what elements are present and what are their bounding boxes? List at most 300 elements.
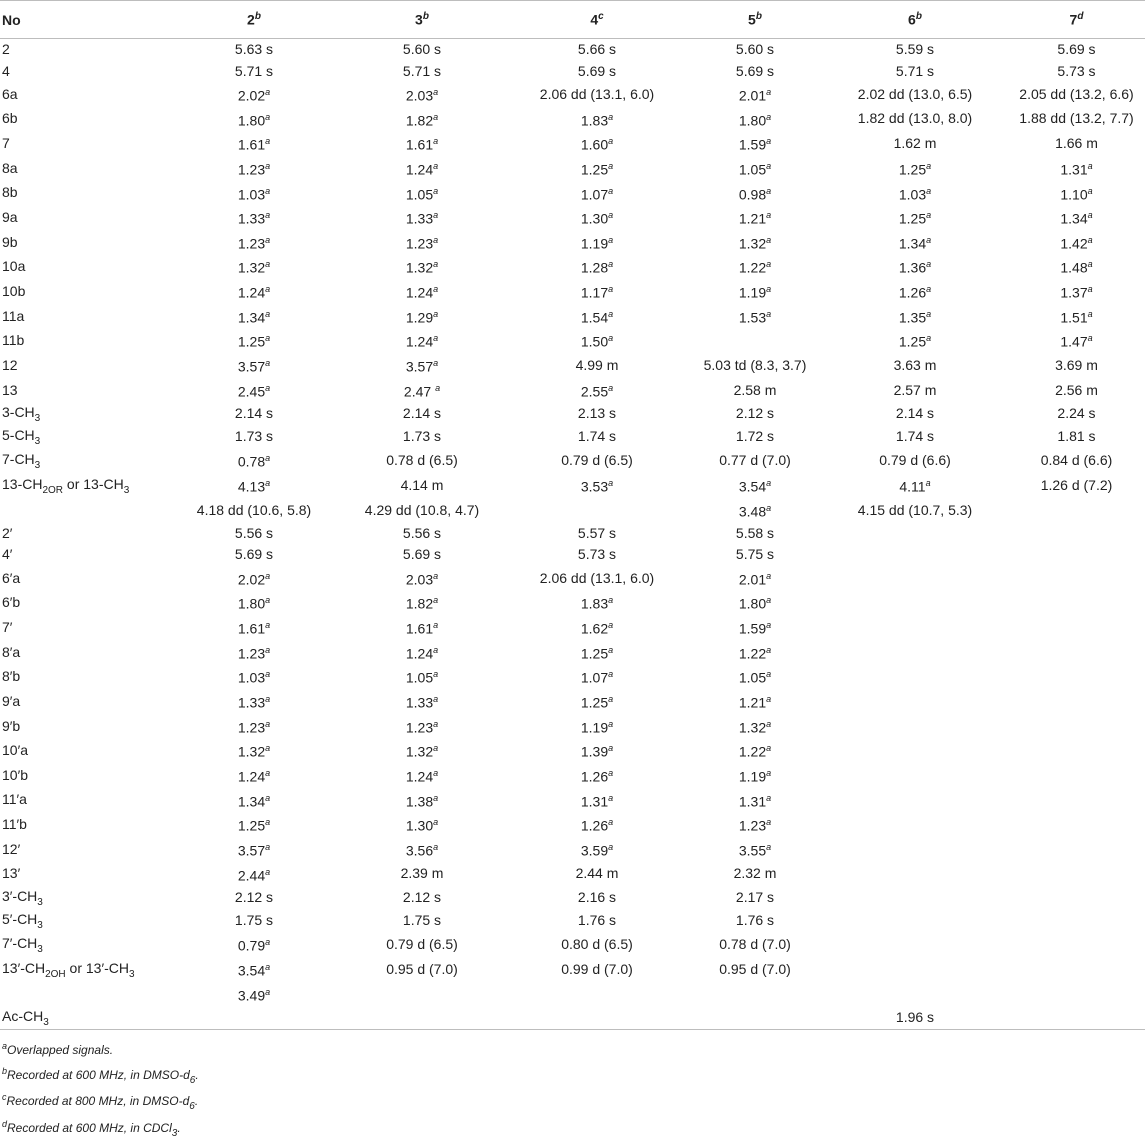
shift-value-cell: 5.73 s: [1057, 62, 1096, 79]
footnote-mark: a: [265, 382, 271, 393]
row-label-cell: 2′: [2, 524, 13, 541]
shift-value-cell: 1.80$^a$: [237, 595, 271, 613]
shift-value-cell: 1.22$^a$: [738, 259, 772, 277]
table-row: [0, 425, 1145, 448]
footnote-mark: a: [608, 694, 614, 705]
footnote-mark: a: [766, 743, 772, 754]
shift-value-cell: 2.55$^a$: [580, 382, 614, 400]
shift-value-cell: 1.24$^a$: [405, 160, 439, 178]
header-label: 5: [748, 11, 756, 28]
footnote-mark: a: [265, 259, 271, 270]
footnote-mark: a: [265, 841, 271, 852]
shift-value-cell: 2.14 s: [402, 405, 442, 422]
table-row: [0, 909, 1145, 932]
shift-value-cell: 1.31$^a$: [738, 792, 772, 810]
shift-value-cell: 5.03 td (8.3, 3.7): [703, 356, 807, 373]
shift-value-cell: 1.51$^a$: [1060, 308, 1093, 326]
shift-value-cell: 1.59$^a$: [738, 620, 772, 637]
footnote-mark: d: [2, 1118, 8, 1129]
shift-value-cell: 2.12 s: [735, 405, 775, 422]
shift-value-cell: 1.39$^a$: [580, 743, 614, 760]
footnote-mark: a: [608, 478, 614, 489]
shift-value-cell: 3.57$^a$: [237, 358, 271, 375]
shift-value-cell: 5.56 s: [402, 524, 442, 541]
shift-value-cell: [1008, 932, 1145, 957]
shift-value-cell: [1008, 544, 1145, 566]
row-label-cell: 12: [2, 356, 18, 373]
row-label-cell: 8′b: [2, 668, 21, 685]
shift-value-cell: [822, 590, 1008, 615]
header-footnote-mark: b: [915, 11, 922, 23]
shift-value-cell: 1.34$^a$: [237, 792, 271, 810]
header-compound-2: [170, 1, 338, 39]
shift-value-cell: 5.71 s: [234, 62, 274, 79]
footnote-mark: a: [926, 333, 932, 344]
shift-value-cell: [822, 738, 1008, 763]
shift-value-cell: [822, 544, 1008, 566]
footnote-mark: a: [265, 937, 271, 948]
header-label: 2: [247, 11, 255, 28]
subscript: 3: [34, 413, 41, 425]
shift-value-cell: [822, 837, 1008, 862]
shift-value-cell: [1008, 886, 1145, 909]
shift-value-cell: 5.69 s: [735, 62, 775, 79]
shift-value-cell: 5.59 s: [895, 41, 935, 58]
shift-value-cell: 5.75 s: [735, 546, 775, 563]
footnote-mark: a: [608, 284, 614, 295]
shift-value-cell: 1.25$^a$: [237, 333, 271, 351]
subscript: 3: [171, 1127, 178, 1139]
row-label-cell: 8b: [2, 184, 18, 201]
shift-value-cell: 1.96 s: [822, 1006, 1008, 1030]
shift-value-cell: 2.45$^a$: [237, 382, 271, 400]
table-row: [0, 181, 1145, 206]
shift-value-cell: 2.06 dd (13.1, 6.0): [539, 85, 655, 102]
footnote-mark: a: [433, 718, 439, 729]
table-row: [0, 230, 1145, 255]
shift-value-cell: 1.05$^a$: [738, 160, 772, 178]
footnote-mark: a: [265, 358, 271, 369]
shift-value-cell: 4.11$^a$: [899, 478, 931, 495]
shift-value-cell: 1.80$^a$: [237, 111, 271, 129]
footnote-mark: a: [265, 234, 271, 245]
shift-value-cell: [170, 1006, 338, 1030]
footnote-mark: a: [926, 234, 932, 245]
header-label: 6: [908, 11, 916, 28]
shift-value-cell: 0.80 d (6.5): [561, 936, 633, 953]
shift-value-cell: 2.01$^a$: [738, 86, 772, 104]
shift-value-cell: 1.23$^a$: [237, 234, 271, 252]
row-label-cell: 10′b: [2, 766, 28, 783]
table-row: [0, 328, 1145, 353]
shift-value-cell: 1.23$^a$: [738, 817, 772, 834]
footnote-mark: a: [2, 1041, 8, 1052]
footnote-mark: a: [433, 160, 439, 171]
table-footnotes: [0, 1036, 1145, 1140]
row-label-cell: 9′a: [2, 692, 21, 709]
shift-value-cell: 4.29 dd (10.8, 4.7): [364, 501, 480, 518]
footnote-text: Recorded at 600 MHz, in CDCl$_3$.: [7, 1120, 181, 1139]
footnote-mark: a: [766, 111, 772, 122]
shift-value-cell: 1.23$^a$: [237, 160, 271, 178]
shift-value-cell: 1.37$^a$: [1060, 284, 1093, 301]
shift-value-cell: 1.75 s: [402, 912, 442, 929]
footnote-mark: a: [433, 792, 439, 803]
shift-value-cell: [688, 328, 822, 353]
row-label-cell: 4′: [2, 546, 13, 563]
footnote-text: Recorded at 800 MHz, in DMSO-$d_6$.: [6, 1094, 199, 1113]
shift-value-cell: 1.07$^a$: [580, 669, 614, 687]
shift-value-cell: 1.73 s: [234, 428, 274, 445]
shift-value-cell: 1.31$^a$: [1060, 160, 1093, 178]
table-row: [0, 522, 1145, 544]
footnote-mark: a: [766, 694, 772, 705]
shift-value-cell: 1.62 m: [893, 135, 937, 152]
header-footnote-mark: b: [254, 11, 261, 23]
table-row: [0, 664, 1145, 689]
shift-value-cell: 1.22$^a$: [738, 644, 772, 662]
row-label-cell: 2: [2, 41, 10, 58]
footnote-mark: a: [265, 453, 271, 464]
shift-value-cell: [1008, 763, 1145, 788]
shift-value-cell: 2.06 dd (13.1, 6.0): [539, 569, 655, 586]
header-footnote-mark: c: [598, 11, 604, 23]
footnote-mark: a: [1087, 308, 1093, 319]
footnote-mark: a: [766, 210, 772, 221]
footnote-mark: a: [926, 210, 932, 221]
footnote-mark: a: [433, 86, 439, 97]
shift-value-cell: 1.73 s: [402, 428, 442, 445]
shift-value-cell: 1.74 s: [577, 428, 617, 445]
shift-value-cell: [1008, 837, 1145, 862]
table-row: [0, 590, 1145, 615]
header-compound-3: [338, 1, 506, 39]
shift-value-cell: 2.56 m: [1055, 381, 1098, 398]
shift-value-cell: 1.25$^a$: [580, 160, 614, 178]
shift-value-cell: 4.18 dd (10.6, 5.8): [196, 501, 312, 518]
shift-value-cell: 1.61$^a$: [405, 136, 439, 153]
shift-value-cell: 0.79$^a$: [237, 937, 271, 954]
table-body: [0, 39, 1145, 1030]
shift-value-cell: 3.59$^a$: [580, 841, 614, 859]
shift-value-cell: 0.79 d (6.5): [561, 452, 633, 469]
footnote-mark: a: [1087, 160, 1093, 171]
row-label-cell: 10a: [2, 258, 26, 275]
shift-value-cell: 1.53$^a$: [738, 308, 772, 326]
row-label-cell: 10′a: [2, 742, 28, 759]
footnote-mark: a: [608, 792, 614, 803]
footnote-line: [2, 1061, 1145, 1088]
shift-value-cell: [822, 689, 1008, 714]
footnote-mark: a: [433, 308, 439, 319]
footnote-mark: a: [766, 136, 772, 147]
shift-value-cell: 1.62$^a$: [580, 620, 614, 637]
shift-value-cell: 0.78$^a$: [237, 453, 271, 471]
footnote-mark: a: [608, 718, 614, 729]
shift-value-cell: 1.42$^a$: [1060, 234, 1093, 252]
shift-value-cell: 1.23$^a$: [237, 644, 271, 662]
table-row: [0, 862, 1145, 887]
footnote-mark: a: [265, 768, 271, 778]
row-label-cell: 9a: [2, 208, 18, 225]
shift-value-cell: 1.25$^a$: [237, 817, 271, 834]
shift-value-cell: 0.77 d (7.0): [719, 452, 791, 469]
footnote-mark: a: [766, 284, 772, 295]
shift-value-cell: 0.99 d (7.0): [561, 960, 633, 977]
shift-value-cell: [1008, 590, 1145, 615]
footnote-mark: a: [766, 259, 772, 270]
shift-value-cell: [822, 788, 1008, 813]
shift-value-cell: 1.24$^a$: [405, 284, 439, 301]
table-row: [0, 689, 1145, 714]
footnote-mark: a: [766, 160, 772, 171]
shift-value-cell: 1.26$^a$: [580, 817, 614, 834]
footnote-mark: a: [433, 284, 439, 295]
table-row: [0, 837, 1145, 862]
shift-value-cell: 1.32$^a$: [237, 743, 271, 760]
footnote-mark: a: [265, 644, 271, 655]
shift-value-cell: 2.32 m: [733, 865, 777, 882]
shift-value-cell: 2.14 s: [234, 405, 274, 422]
footnote-mark: a: [265, 284, 271, 295]
footnote-mark: a: [433, 841, 439, 852]
row-label-cell: 10b: [2, 282, 26, 299]
footnote-mark: a: [265, 86, 271, 97]
footnote-mark: a: [926, 185, 932, 196]
shift-value-cell: [506, 1006, 688, 1030]
row-label-cell: 11′a: [2, 791, 27, 808]
shift-value-cell: 1.25$^a$: [898, 160, 932, 178]
footnote-mark: a: [433, 694, 439, 705]
shift-value-cell: 2.03$^a$: [405, 86, 439, 104]
shift-value-cell: 3.48$^a$: [738, 502, 772, 520]
footnote-mark: a: [766, 669, 772, 680]
footnote-mark: a: [766, 570, 772, 581]
footnote-mark: a: [608, 743, 614, 754]
shift-value-cell: 3.63 m: [893, 356, 937, 373]
shift-value-cell: 5.57 s: [577, 524, 617, 541]
header-compound-4: [506, 1, 688, 39]
shift-value-cell: 1.54$^a$: [580, 308, 614, 326]
shift-value-cell: 1.83$^a$: [580, 111, 614, 129]
footnote-mark: a: [265, 160, 271, 171]
table-row: [0, 714, 1145, 739]
shift-value-cell: 1.32$^a$: [237, 259, 271, 277]
shift-value-cell: 0.79 d (6.6): [879, 452, 951, 469]
shift-value-cell: [1008, 689, 1145, 714]
footnote-mark: a: [608, 620, 614, 631]
footnote-mark: b: [2, 1065, 8, 1076]
row-label-cell: 8′a: [2, 643, 21, 660]
shift-value-cell: 5.69 s: [402, 546, 442, 563]
shift-value-cell: [1008, 615, 1145, 640]
row-label-cell: 7: [2, 135, 10, 152]
table-row: [0, 378, 1145, 403]
shift-value-cell: 3.57$^a$: [405, 358, 439, 375]
footnote-line: [2, 1114, 1145, 1140]
footnote-mark: a: [265, 136, 271, 147]
shift-value-cell: 1.34$^a$: [1060, 210, 1093, 227]
shift-value-cell: 2.16 s: [577, 889, 617, 906]
footnote-mark: a: [433, 234, 439, 245]
header-label: 4: [590, 11, 599, 28]
header-compound-7: [1008, 1, 1145, 39]
shift-value-cell: 1.19$^a$: [580, 234, 614, 252]
footnote-mark: a: [265, 694, 271, 705]
header-compound-6: [822, 1, 1008, 39]
footnote-mark: a: [265, 743, 271, 754]
shift-value-cell: 1.74 s: [895, 428, 935, 445]
shift-value-cell: [822, 566, 1008, 591]
shift-value-cell: 2.12 s: [234, 889, 274, 906]
shift-value-cell: 5.69 s: [577, 62, 617, 79]
shift-value-cell: 1.24$^a$: [405, 644, 439, 662]
footnote-mark: a: [1087, 259, 1093, 270]
shift-value-cell: 1.81 s: [1057, 428, 1096, 445]
row-label-cell: 12′: [2, 840, 21, 857]
footnote-text: Recorded at 600 MHz, in DMSO-$d_6$.: [7, 1067, 199, 1086]
shift-value-cell: 1.21$^a$: [738, 210, 772, 227]
table-header-row: [0, 1, 1145, 39]
shift-value-cell: [688, 982, 822, 1007]
shift-value-cell: 1.26 d (7.2): [1040, 476, 1113, 493]
footnote-mark: a: [608, 669, 614, 680]
footnote-mark: a: [608, 333, 614, 344]
shift-value-cell: 2.24 s: [1057, 405, 1096, 422]
row-label-cell: $5-CH_3$: [2, 427, 41, 448]
shift-value-cell: 1.23$^a$: [237, 718, 271, 736]
shift-value-cell: 1.33$^a$: [237, 694, 271, 711]
shift-value-cell: 1.50$^a$: [580, 333, 614, 351]
row-label-cell: 6′a: [2, 569, 21, 586]
shift-value-cell: 1.25$^a$: [580, 694, 614, 711]
shift-value-cell: 1.38$^a$: [405, 792, 439, 810]
shift-value-cell: 0.78 d (7.0): [719, 936, 791, 953]
footnote-mark: a: [608, 160, 614, 171]
table-row: [0, 763, 1145, 788]
footnote-mark: a: [265, 570, 271, 581]
footnote-mark: a: [926, 308, 932, 319]
footnote-mark: a: [1087, 333, 1093, 344]
footnote-mark: a: [608, 308, 614, 319]
header-no: No: [0, 1, 170, 39]
footnote-line: [2, 1087, 1145, 1114]
shift-value-cell: [1008, 714, 1145, 739]
table-row: [0, 544, 1145, 566]
table-row: [0, 254, 1145, 279]
shift-value-cell: 0.95 d (7.0): [719, 960, 791, 977]
row-label-cell: 9b: [2, 233, 18, 250]
subscript: 6: [189, 1074, 196, 1086]
shift-value-cell: 3.56$^a$: [405, 841, 439, 859]
subscript: 3: [128, 968, 135, 980]
shift-value-cell: 2.02$^a$: [237, 570, 271, 588]
footnote-mark: a: [766, 841, 772, 852]
shift-value-cell: 1.34$^a$: [237, 308, 271, 326]
shift-value-cell: 1.82$^a$: [405, 595, 439, 613]
footnote-mark: a: [265, 866, 271, 877]
footnote-mark: a: [433, 669, 439, 680]
footnote-mark: a: [608, 234, 614, 245]
table-row: [0, 640, 1145, 665]
shift-value-cell: [1008, 957, 1145, 982]
row-label-cell: 13′: [2, 865, 21, 882]
table-row: [0, 886, 1145, 909]
footnote-mark: a: [766, 620, 772, 631]
shift-value-cell: 1.25$^a$: [898, 210, 932, 227]
shift-value-cell: 5.66 s: [577, 41, 617, 58]
footnote-mark: a: [766, 595, 772, 606]
row-label-cell: 13: [2, 381, 18, 398]
footnote-mark: a: [608, 185, 614, 196]
shift-value-cell: 1.47$^a$: [1060, 333, 1093, 351]
row-label-cell: $13-CH_{2OR}$ or $13-CH_3$: [2, 475, 130, 496]
footnote-mark: a: [433, 570, 439, 581]
shift-value-cell: 2.39 m: [400, 865, 444, 882]
shift-value-cell: [822, 763, 1008, 788]
shift-value-cell: [822, 982, 1008, 1007]
table-row: [0, 812, 1145, 837]
shift-value-cell: 0.84 d (6.6): [1040, 452, 1113, 469]
shift-value-cell: 1.60$^a$: [580, 136, 614, 153]
footnote-mark: a: [766, 644, 772, 655]
shift-value-cell: [1008, 788, 1145, 813]
footnote-mark: a: [433, 210, 439, 221]
table-row: [0, 131, 1145, 156]
footnote-mark: a: [265, 669, 271, 680]
shift-value-cell: 1.03$^a$: [898, 185, 932, 203]
shift-value-cell: 1.30$^a$: [405, 817, 439, 834]
table-row: [0, 932, 1145, 957]
table-row: [0, 1006, 1145, 1030]
shift-value-cell: [822, 664, 1008, 689]
shift-value-cell: [1008, 982, 1145, 1007]
shift-value-cell: 4.13$^a$: [237, 478, 271, 495]
shift-value-cell: [822, 812, 1008, 837]
table-row: [0, 788, 1145, 813]
table-row: [0, 566, 1145, 591]
footnote-mark: a: [433, 185, 439, 196]
shift-value-cell: [688, 1006, 822, 1030]
shift-value-cell: 0.79 d (6.5): [386, 936, 458, 953]
shift-value-cell: 1.25$^a$: [580, 644, 614, 662]
shift-value-cell: [1008, 909, 1145, 932]
shift-value-cell: 5.60 s: [402, 41, 442, 58]
shift-value-cell: 0.95 d (7.0): [386, 960, 458, 977]
table-row: [0, 82, 1145, 107]
footnote-mark: a: [265, 595, 271, 606]
shift-value-cell: 3.69 m: [1055, 356, 1098, 373]
row-label-cell: 6′b: [2, 594, 21, 611]
shift-value-cell: 1.05$^a$: [405, 669, 439, 687]
shift-value-cell: 2.44$^a$: [237, 866, 271, 884]
shift-value-cell: 1.33$^a$: [405, 210, 439, 227]
shift-value-cell: 3.53$^a$: [580, 478, 614, 495]
shift-value-cell: 3.55$^a$: [738, 841, 772, 859]
shift-value-cell: 1.32$^a$: [738, 234, 772, 252]
table-row: [0, 156, 1145, 181]
footnote-mark: a: [766, 792, 772, 803]
row-label-cell: $3'-CH_3$: [2, 888, 43, 909]
shift-value-cell: 0.78 d (6.5): [386, 452, 458, 469]
shift-value-cell: 1.24$^a$: [237, 768, 271, 785]
subscript: 2OR: [42, 484, 64, 496]
shift-value-cell: 2.58 m: [733, 381, 777, 398]
shift-value-cell: 3.54$^a$: [738, 478, 772, 495]
shift-value-cell: [822, 909, 1008, 932]
shift-value-cell: 1.82 dd (13.0, 8.0): [857, 110, 973, 127]
subscript: 3: [34, 436, 41, 448]
